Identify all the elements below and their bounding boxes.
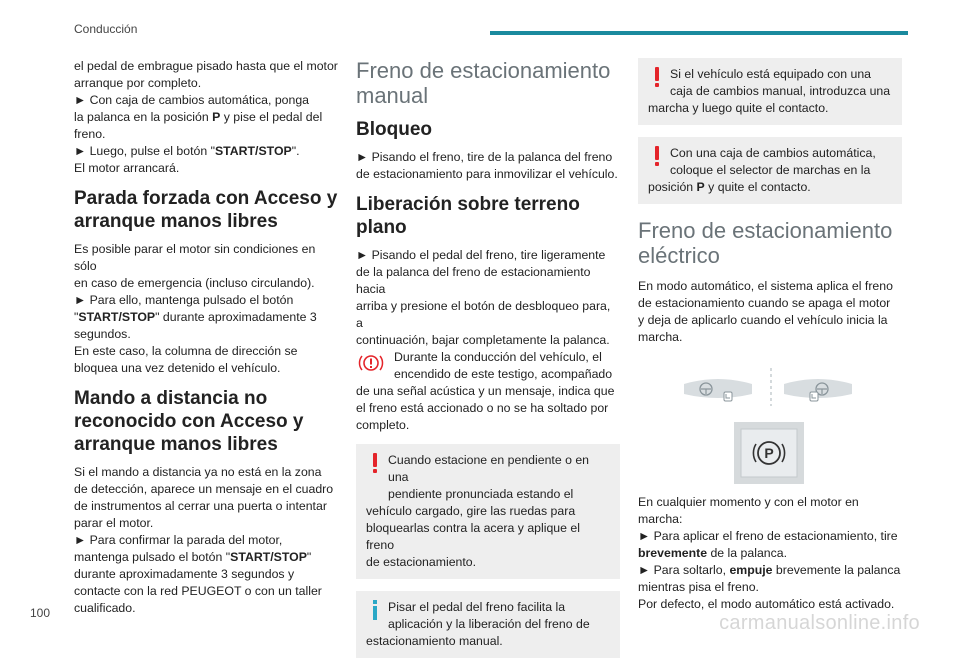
heading-liberacion: Liberación sobre terreno plano — [356, 194, 580, 238]
info-box-pisar: Pisar el pedal del freno facilita la aplicación y la liberación del freno de estacionamiento manual. — [356, 591, 620, 658]
page-number: 100 — [30, 606, 51, 620]
testigo-note — [356, 349, 620, 434]
column-right — [638, 58, 902, 623]
parking-brake-p-icon — [734, 422, 804, 484]
parking-lever-illustration — [638, 356, 902, 486]
warning-box-auto: Con una caja de cambios automática, coloque el selector de marchas en la posición P y quite el contacto. — [638, 137, 902, 204]
moment-paragraph: En cualquier momento y con el motor en marcha: ► Para aplicar el freno de estacionamiento, tire brevemente de la palanca. ► Para soltarlo, empuje brevemente la palanca mientras pisa el freno. Por defecto, el modo automático está activado. — [638, 495, 901, 611]
section-title: Conducción — [74, 22, 138, 36]
exclamation-red-icon — [654, 67, 660, 87]
heading-mando-distancia: Mando a distancia no reconocido con Acceso y arranque manos libres — [74, 388, 304, 455]
heading-freno-manual: Freno de estacionamiento manual — [356, 58, 611, 108]
exclamation-red-icon — [372, 453, 378, 473]
exclamation-red-icon — [654, 146, 660, 166]
brake-warning-lamp-icon — [356, 351, 386, 375]
column-left — [74, 58, 338, 627]
mando-paragraph: Si el mando a distancia ya no está en la zona de detección, aparece un mensaje en el cuadro de instrumentos al cerrar una puerta o intentar parar el motor. ► Para confirmar la parada del motor, mantenga pulsado el botón "START/STOP" durante aproximadamente 3 segundos y contacte con la red PEUGEOT o con un taller cualificado. — [74, 465, 334, 615]
page-header — [0, 0, 960, 40]
info-blue-icon — [372, 600, 378, 620]
svg-text:P: P — [764, 445, 774, 461]
heading-parada-forzada: Parada forzada con Acceso y arranque manos libres — [74, 188, 338, 232]
heading-freno-electrico: Freno de estacionamiento eléctrico — [638, 218, 893, 268]
bloqueo-paragraph: ► Pisando el freno, tire de la palanca del freno de estacionamiento para inmovilizar el vehículo. — [356, 150, 618, 181]
intro-paragraph: el pedal de embrague pisado hasta que el motor arranque por completo. ► Con caja de cambios automática, ponga la palanca en la posición P y pise el pedal del freno. ► Luego, pulse el botón "START/STOP". El motor arrancará. — [74, 59, 338, 175]
testigo-paragraph: Durante la conducción del vehículo, el encendido de este testigo, acompañado de una señal acústica y un mensaje, indica que el freno está accionado o no se ha soltado por completo. — [356, 350, 615, 432]
parada-paragraph: Es posible parar el motor sin condiciones en sólo en caso de emergencia (incluso circulando). ► Para ello, mantenga pulsado el botón "START/STOP" durante aproximadamente 3 segundos. En este caso, la columna de dirección se bloquea una vez detenido el vehículo. — [74, 242, 317, 375]
auto-paragraph: En modo automático, el sistema aplica el freno de estacionamiento cuando se apaga el motor y deja de aplicarlo cuando el vehículo inicia la marcha. — [638, 279, 893, 344]
parking-brake-figure — [638, 356, 902, 486]
liberacion-paragraph: ► Pisando el pedal del freno, tire ligeramente de la palanca del freno de estacionamiento hacia arriba y presione el botón de desbloqueo para, a continuación, bajar completamente la palanca. — [356, 248, 611, 347]
heading-bloqueo: Bloqueo — [356, 119, 432, 140]
warning-box-pendiente: Cuando estacione en pendiente o en una pendiente pronunciada estando el vehículo cargado, gire las ruedas para bloquearlas contra la acera y aplique el freno de estacionamiento. — [356, 444, 620, 579]
warning-box-manual: Si el vehículo está equipado con una caja de cambios manual, introduzca una marcha y luego quite el contacto. — [638, 58, 902, 125]
header-accent-bar — [490, 31, 908, 35]
watermark: carmanualsonline.info — [719, 612, 920, 634]
column-middle — [356, 58, 620, 670]
